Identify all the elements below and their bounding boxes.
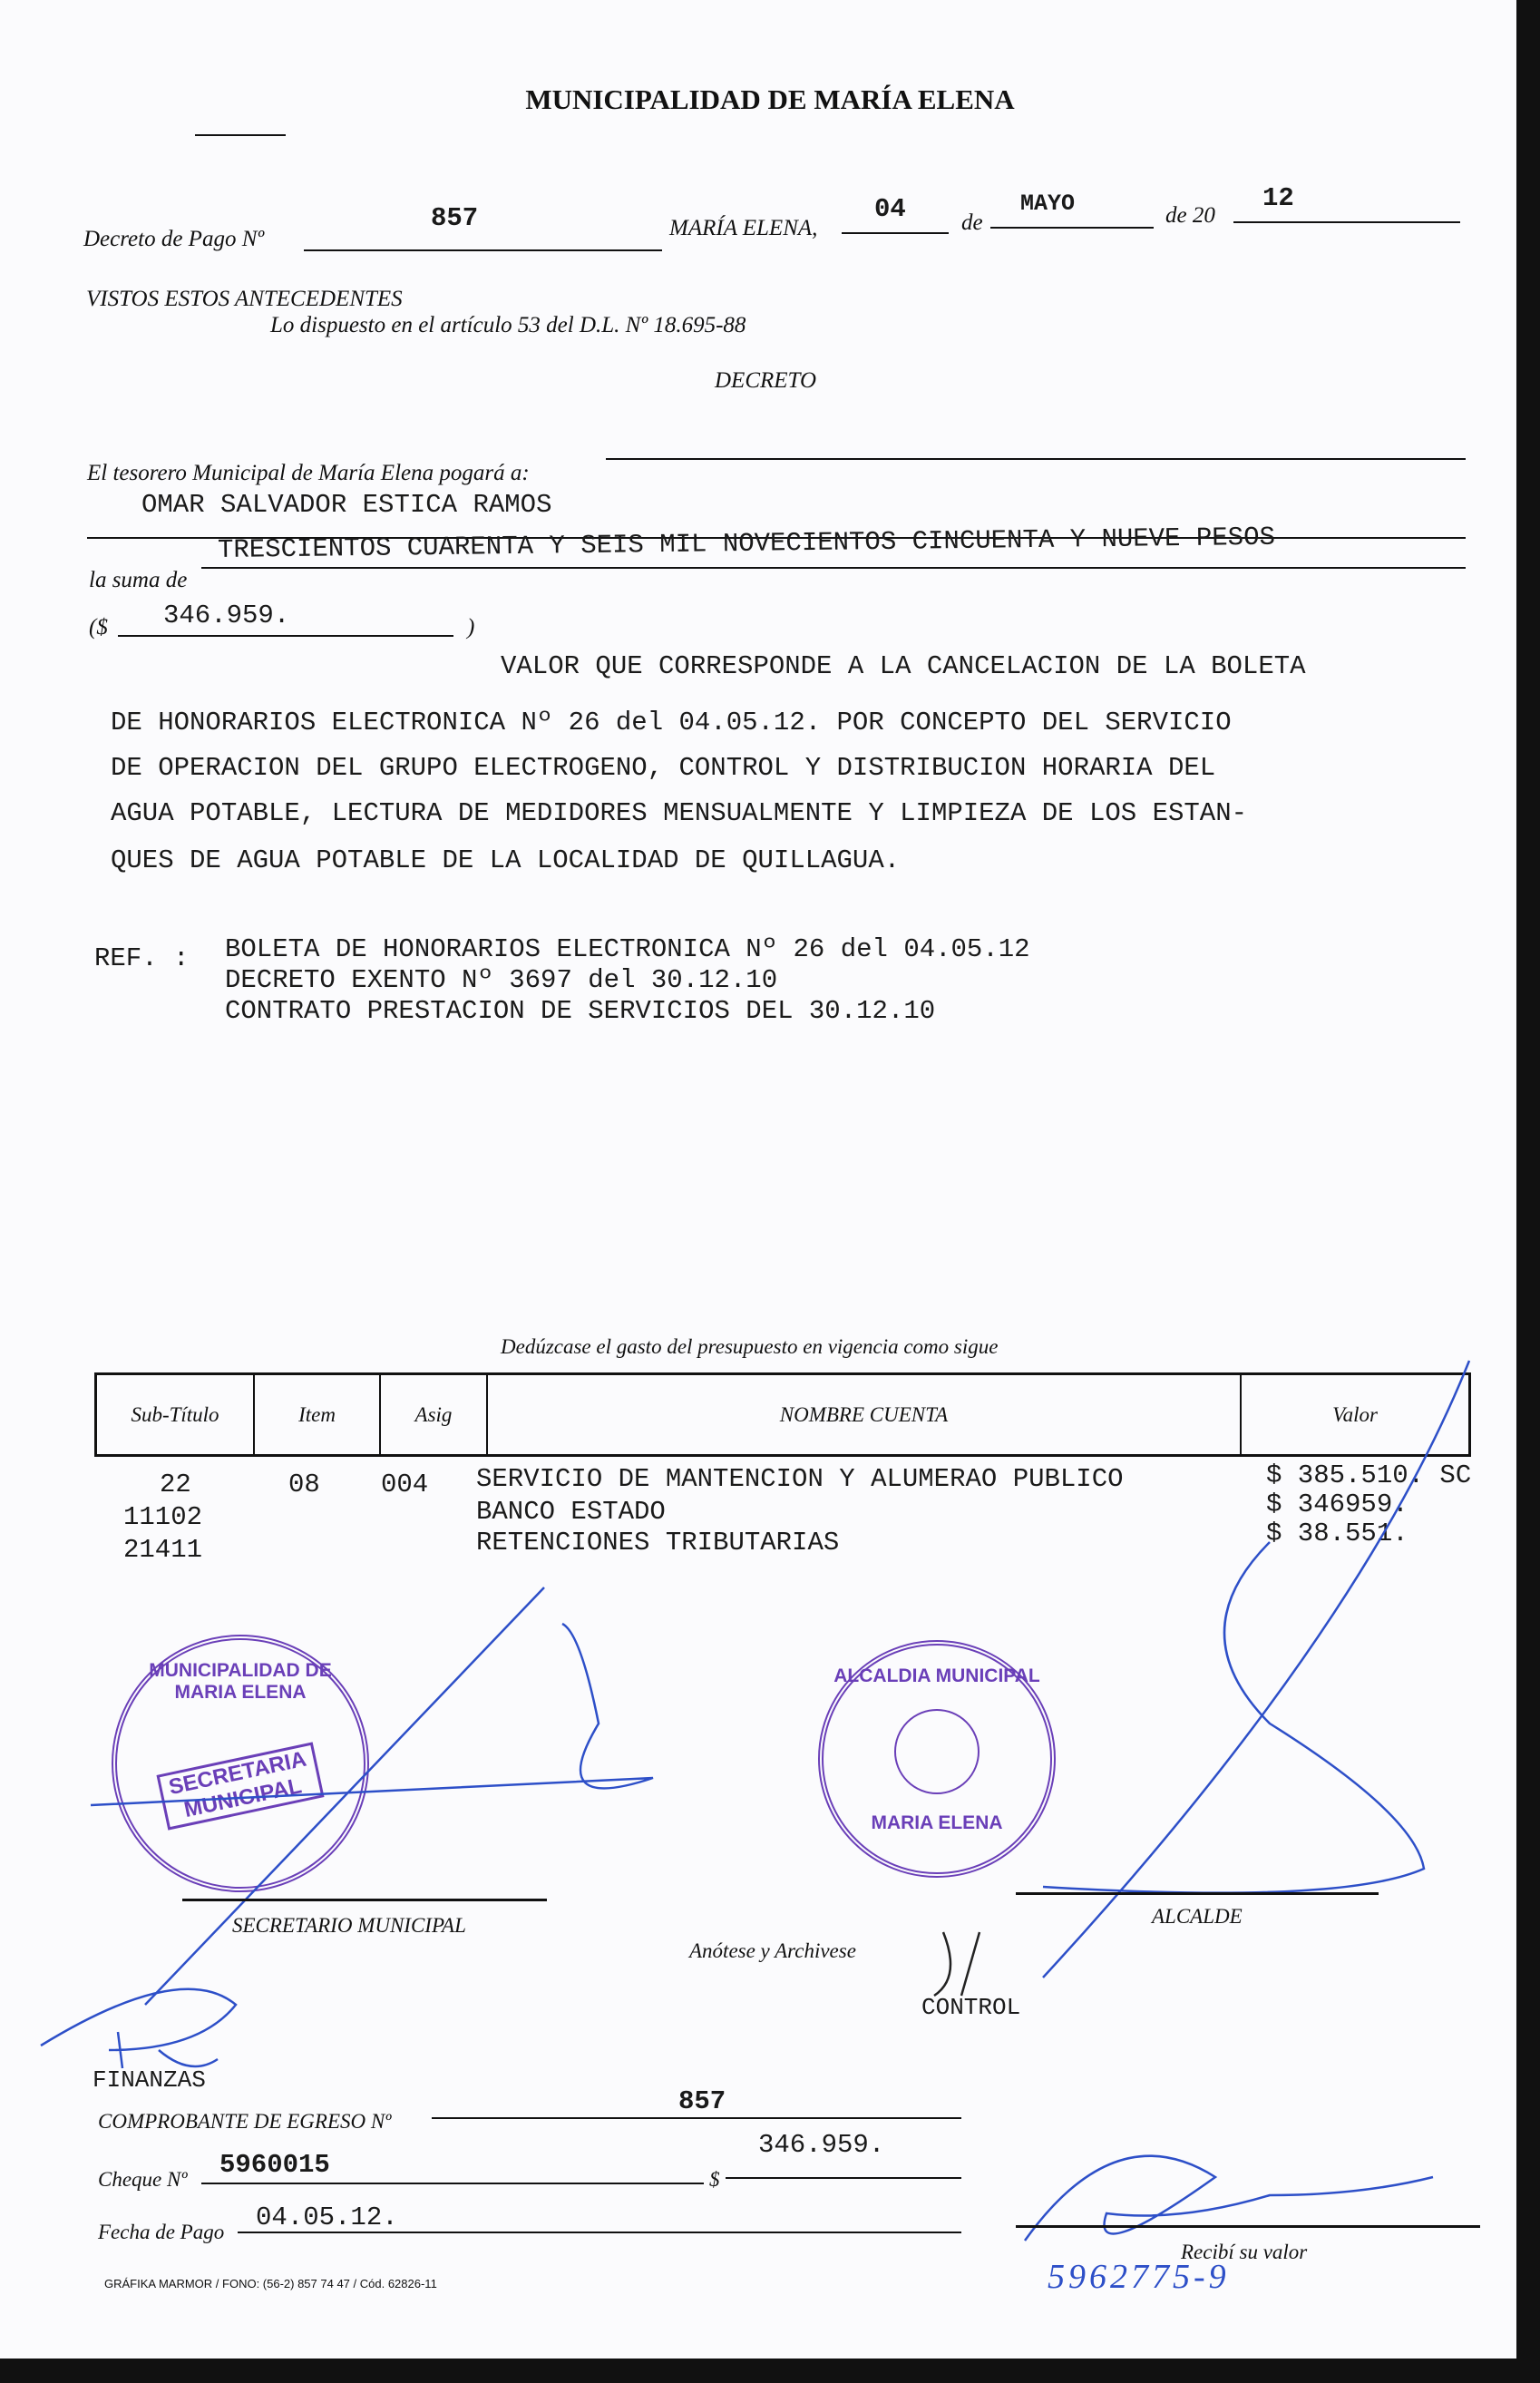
signature-line [1016,1892,1379,1895]
day: 04 [874,194,906,224]
ref-label: REF. : [94,943,190,973]
valor: $ 385.510. SC [1266,1460,1472,1490]
secretario-signature [91,1587,653,2005]
amount-close: ) [467,615,475,640]
dollar-sign: $ [709,2168,720,2191]
body-line: DE HONORARIOS ELECTRONICA Nº 26 del 04.05.12. POR CONCEPTO DEL SERVICIO [111,708,1232,737]
alcalde-label: ALCALDE [1152,1905,1243,1928]
cheque-number: 5960015 [219,2150,330,2180]
control-initials [934,1932,980,1996]
stamp-ring-text: MUNICIPALIDAD DE MARIA ELENA [149,1660,332,1703]
sub-titulo: 22 [160,1470,191,1499]
body-line: DE OPERACION DEL GRUPO ELECTROGENO, CONTROL Y DISTRIBUCION HORARIA DEL [111,753,1216,783]
recipient-signature [1025,2156,1433,2241]
ref-line: BOLETA DE HONORARIOS ELECTRONICA Nº 26 del 04.05.12 [225,934,1030,964]
body-line: QUES DE AGUA POTABLE DE LA LOCALIDAD DE QUILLAGUA. [111,845,901,875]
alcalde-signature [1043,1361,1472,1978]
stamp-ring-text: ALCALDIA MUNICIPAL [833,1665,1040,1686]
ref-line: CONTRATO PRESTACION DE SERVICIOS DEL 30.12.10 [225,996,936,1026]
vistos: VISTOS ESTOS ANTECEDENTES [86,287,403,311]
amount-label: la suma de [89,568,188,592]
stamp-center-text: SECRETARIA MUNICIPAL [156,1742,324,1830]
cheque-label: Cheque Nº [98,2168,188,2191]
payee-label: El tesorero Municipal de María Elena pogará a: [87,461,530,485]
dispuesto: Lo dispuesto en el artículo 53 del D.L. Nº 18.695-88 [270,313,746,337]
fecha-label: Fecha de Pago [98,2221,225,2243]
finanzas-label: FINANZAS [93,2066,206,2094]
body-line: VALOR QUE CORRESPONDE A LA CANCELACION DE LA BOLETA [501,651,1306,681]
recipient-rut: 5962775-9 [1048,2258,1230,2296]
col-valor: Valor [1241,1374,1470,1456]
finanzas-signature [41,1989,236,2068]
de-label: de [961,210,983,235]
cheque-amount: 346.959. [758,2130,885,2160]
ref-line: DECRETO EXENTO Nº 3697 del 30.12.10 [225,965,778,995]
secretario-label: SECRETARIO MUNICIPAL [232,1914,466,1937]
decreto-heading: DECRETO [715,368,817,393]
col-nombre: NOMBRE CUENTA [487,1374,1241,1456]
field-line [432,2117,961,2119]
deduzcase: Dedúzcase el gasto del presupuesto en vigencia como sigue [501,1335,999,1358]
decree-number: 857 [431,203,479,233]
nombre-cuenta: RETENCIONES TRIBUTARIAS [476,1528,840,1558]
place-label: MARÍA ELENA, [669,216,818,240]
sub-titulo: 21411 [123,1535,203,1565]
signature-line [1016,2225,1480,2228]
printer-credit: GRÁFIKA MARMOR / FONO: (56-2) 857 74 47 / Cód. 62826-11 [104,2277,437,2290]
anotese-label: Anótese y Archivese [689,1939,856,1962]
comprobante-number: 857 [678,2086,726,2116]
payee-name: OMAR SALVADOR ESTICA RAMOS [141,490,552,520]
signature-line [182,1899,547,1901]
decree-label: Decreto de Pago Nº [83,227,265,251]
amount-open: ($ [89,615,108,640]
page-title: MUNICIPALIDAD DE MARÍA ELENA [525,83,1015,115]
col-item: Item [254,1374,380,1456]
comprobante-label: COMPROBANTE DE EGRESO Nº [98,2110,392,2133]
valor: $ 346959. [1266,1489,1408,1519]
nombre-cuenta: SERVICIO DE MANTENCION Y ALUMERAO PUBLICO [476,1464,1124,1494]
stamp-ring-text: MARIA ELENA [871,1812,1003,1833]
year-label: de 20 [1165,203,1215,228]
year: 12 [1262,183,1294,213]
field-line [726,2177,961,2179]
valor: $ 38.551. [1266,1519,1408,1548]
sub-titulo: 11102 [123,1502,203,1532]
item: 08 [288,1470,320,1499]
control-label: CONTROL [921,1994,1021,2021]
col-asig: Asig [380,1374,487,1456]
nombre-cuenta: BANCO ESTADO [476,1497,666,1527]
fecha-pago: 04.05.12. [256,2202,398,2232]
month: MAYO [1020,190,1076,217]
amount-words: TRESCIENTOS CUARENTA Y SEIS MIL NOVECIENTOS CINCUENTA Y NUEVE PESOS [217,522,1276,565]
recibi-label: Recibí su valor [1181,2241,1308,2263]
field-line [201,2183,704,2184]
amount-figure: 346.959. [163,601,290,630]
asig: 004 [381,1470,429,1499]
body-line: AGUA POTABLE, LECTURA DE MEDIDORES MENSUALMENTE Y LIMPIEZA DE LOS ESTAN- [111,798,1248,828]
col-subtitulo: Sub-Título [96,1374,255,1456]
